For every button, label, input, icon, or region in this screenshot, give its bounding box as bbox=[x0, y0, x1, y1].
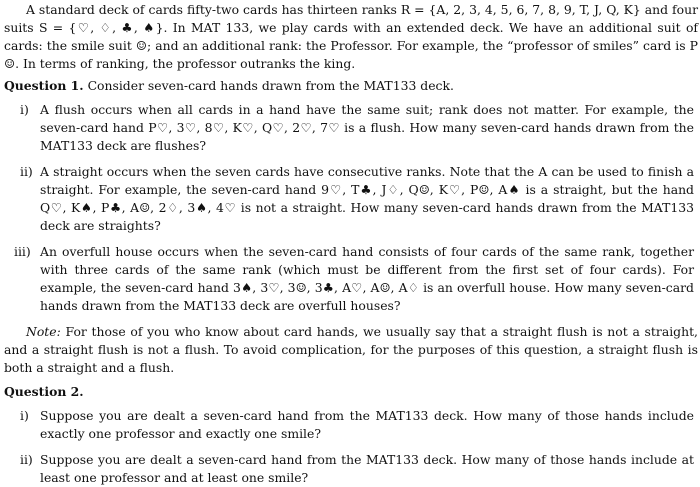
item-text: Suppose you are dealt a seven-card hand from the MAT133 deck. How many of those hands include exactly one professor and exactly one smile? bbox=[40, 408, 694, 441]
note-paragraph bbox=[4, 323, 698, 377]
intro-paragraph: A standard deck of cards fifty-two cards has thirteen ranks R = {A, 2, 3, 4, 5, 6, 7, 8, 9, T, J, Q, K} and four suits S = {♡, ♢, ♣, ♠}. In MAT 133, we play cards with an extended deck. We have an additional suit of cards: the smile suit ☺; and an additional rank: the Professor. For example, the “professor of smiles” card is P☺. In terms of ranking, the professor outranks the king. bbox=[4, 2, 698, 71]
question-1-item-i bbox=[4, 101, 698, 155]
item-text: A straight occurs when the seven cards have consecutive ranks. Note that the A can be used to finish a straight. For example, the seven-card hand 9♡, T♣, J♢, Q☺, K♡, P☺, A♠ is a straight, but the hand Q♡, K♠, P♣, A☺, 2♢, 3♠, 4♡ is not a straight. How many seven-card hands drawn from the MAT133 deck are straights? bbox=[40, 164, 694, 233]
item-number: ii) bbox=[20, 164, 33, 179]
item-text: A flush occurs when all cards in a hand have the same suit; rank does not matter. For example, the seven-card hand P♡, 3♡, 8♡, K♡, Q♡, 2♡, 7♡ is a flush. How many seven-card hands drawn from the MAT133 deck are flushes? bbox=[40, 102, 694, 153]
item-number: iii) bbox=[14, 244, 31, 259]
question-2-items bbox=[4, 407, 698, 487]
item-text: An overfull house occurs when the seven-card hand consists of four cards of the same rank, together with three cards of the same rank (which must be different from the first set of four cards). For example, the seven-card hand 3♠, 3♡, 3☺, 3♣, A♡, A☺, A♢ is an overfull house. How many seven-card hands drawn from the MAT133 deck are overfull houses? bbox=[40, 244, 694, 313]
item-number: i) bbox=[20, 408, 29, 423]
question-1-label: Question 1. bbox=[4, 78, 84, 93]
question-2-item-i bbox=[4, 407, 698, 443]
question-1-heading bbox=[4, 77, 698, 95]
item-text: Suppose you are dealt a seven-card hand from the MAT133 deck. How many of those hands include at least one professor and at least one smile? bbox=[40, 452, 694, 485]
item-number: ii) bbox=[20, 452, 33, 467]
item-number: i) bbox=[20, 102, 29, 117]
question-1-item-iii bbox=[4, 243, 698, 315]
note-text: For those of you who know about card hands, we usually say that a straight flush is not a straight, and a straight flush is not a flush. To avoid complication, for the purposes of this question, a straight flush is both a straight and a flush. bbox=[4, 324, 698, 375]
question-2-label: Question 2. bbox=[4, 384, 84, 399]
question-2-item-ii bbox=[4, 451, 698, 487]
question-1-item-ii bbox=[4, 163, 698, 235]
question-2-heading bbox=[4, 383, 698, 401]
question-1-text: Consider seven-card hands drawn from the MAT133 deck. bbox=[83, 78, 454, 93]
question-1-items bbox=[4, 101, 698, 315]
note-label: Note: bbox=[26, 324, 61, 339]
